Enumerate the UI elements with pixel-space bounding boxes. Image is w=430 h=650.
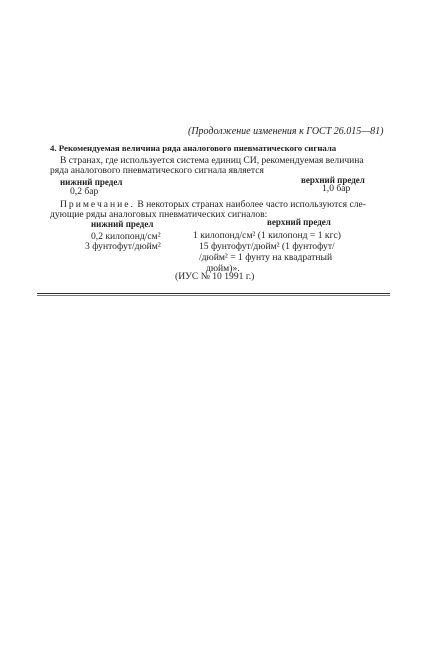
note-lower-value-2: 3 фунтофут/дюйм² bbox=[85, 241, 161, 252]
note-line-2: дующие ряды аналоговых пневматических сигналов: bbox=[50, 209, 268, 220]
upper-limit-label: верхний предел bbox=[301, 175, 365, 185]
note-lower-header: нижний предел bbox=[91, 219, 154, 229]
lower-limit-label: нижний предел bbox=[60, 177, 123, 187]
divider-rule bbox=[37, 293, 390, 294]
upper-limit-value: 1,0 бар bbox=[322, 183, 351, 194]
footer-source: (ИУС № 10 1991 г.) bbox=[175, 271, 255, 282]
lower-limit-value: 0,2 бар bbox=[70, 186, 99, 197]
note-upper-value-2-line-3: дюйм)». bbox=[206, 263, 240, 274]
divider-rule-2 bbox=[37, 295, 390, 296]
note-lower-value-1: 0,2 килопонд/см² bbox=[91, 231, 161, 242]
note-label: Примечание. bbox=[60, 199, 135, 210]
section-title: 4. Рекомендуемая величина ряда аналогового пневматического сигнала bbox=[50, 143, 337, 153]
note-upper-value-1: 1 килопонд/см² (1 килопонд = 1 кгс) bbox=[193, 230, 341, 241]
note-upper-value-2-line-1: 15 фунтофут/дюйм² (1 фунтофут/ bbox=[199, 241, 335, 252]
intro-line-2: ряда аналогового пневматического сигнала является bbox=[50, 165, 264, 176]
note-upper-header: верхний предел bbox=[267, 217, 331, 227]
header-continuation: (Продолжение изменения к ГОСТ 26.015—81) bbox=[188, 126, 384, 137]
note-upper-value-2-line-2: /дюйм² = 1 фунту на квадратный bbox=[199, 252, 333, 263]
intro-line-1: В странах, где используется система единиц СИ, рекомендуемая величина bbox=[60, 155, 364, 166]
note-line-1-text: В некоторых странах наиболее часто используются сле- bbox=[134, 199, 366, 210]
